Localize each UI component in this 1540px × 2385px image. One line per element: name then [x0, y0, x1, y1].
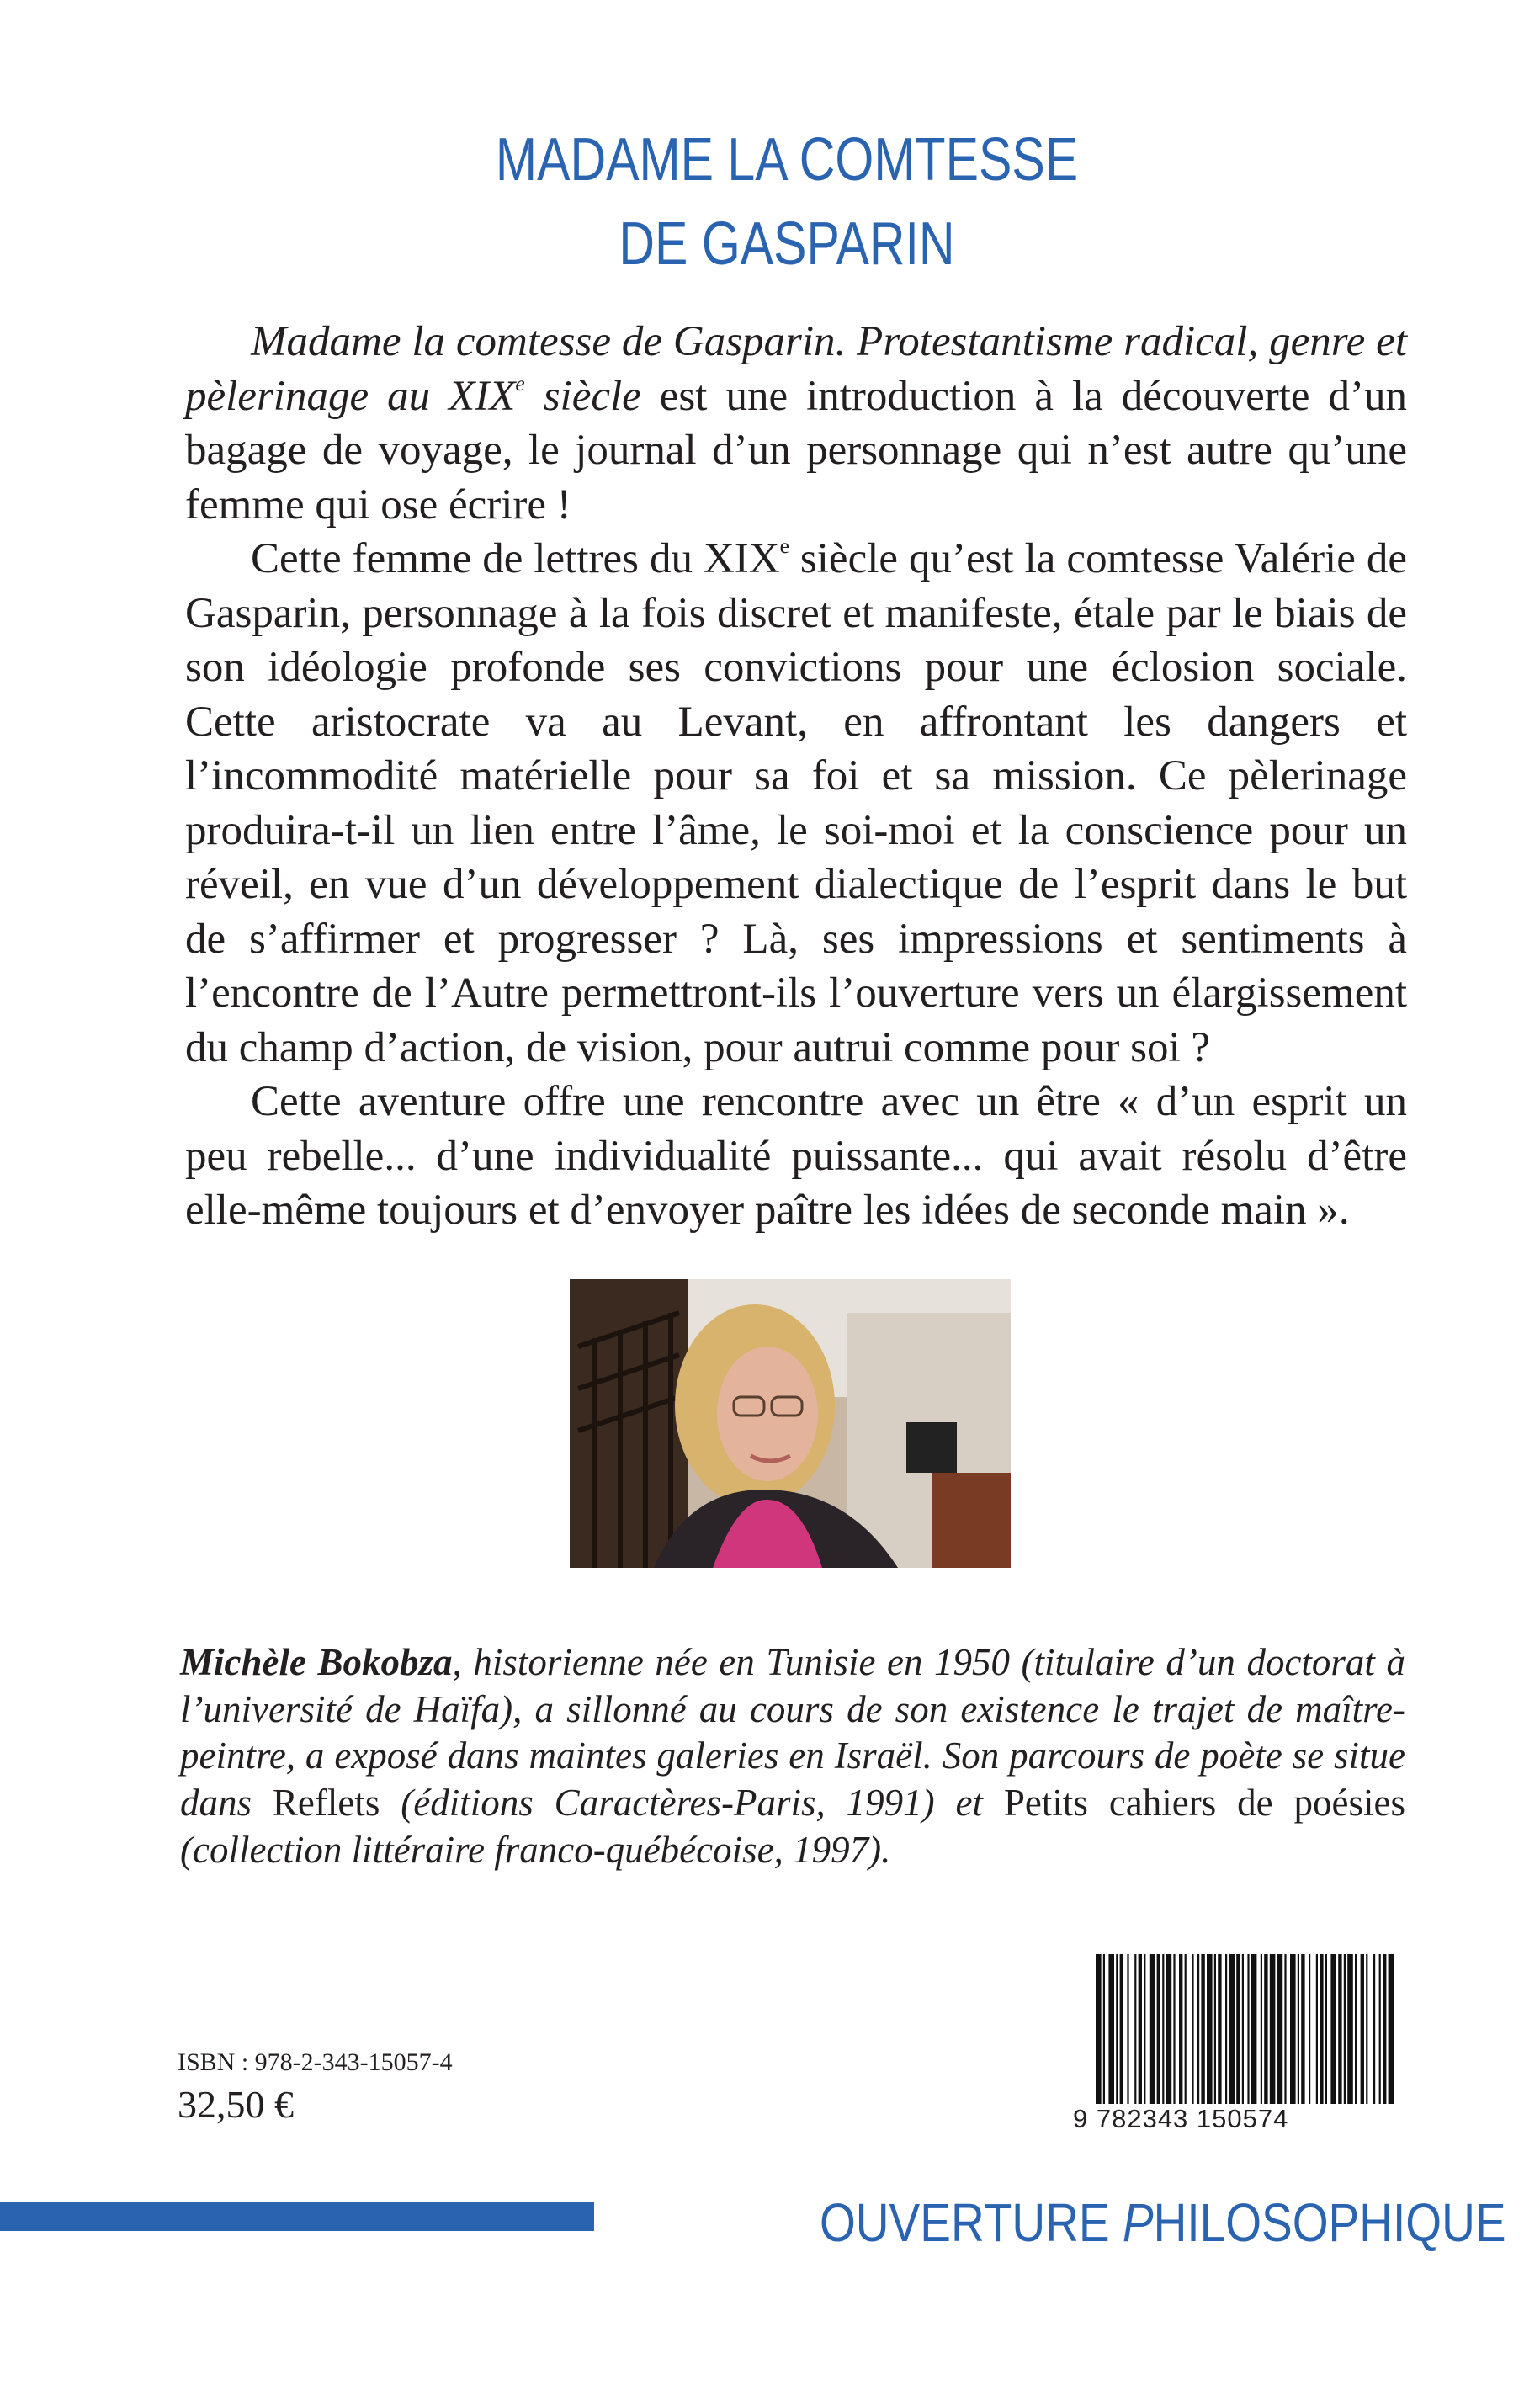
barcode-bar: [1120, 1954, 1123, 2104]
barcode-bar: [1290, 1954, 1296, 2104]
blurb-p1-italic-end: siècle: [524, 372, 641, 420]
barcode-bar: [1242, 1954, 1244, 2104]
barcode-bar: [1197, 1954, 1199, 2104]
barcode-bar: [1320, 1954, 1323, 2104]
title-line-2: DE GASPARIN: [619, 210, 955, 278]
barcode-bar: [1347, 1954, 1353, 2104]
blurb-p1-rest: est une introduction à la découverte d’un bagage de voyage, le journal d’un personnage qui n’est autre qu’une femme qui ose écrire !: [185, 372, 1407, 529]
barcode-bar: [1270, 1954, 1276, 2104]
barcode-bar: [1192, 1954, 1193, 2104]
bio-part-2: (éditions Caractères-Paris, 1991) et: [380, 1782, 1004, 1825]
isbn: ISBN : 978-2-343-15057-4: [178, 2048, 453, 2076]
book-title: [141, 118, 1431, 286]
barcode-bar: [1298, 1954, 1299, 2104]
barcode-digits: 9 782343 150574: [1073, 2104, 1289, 2133]
series-accent-bar: [0, 2202, 594, 2231]
author-photo: [570, 1279, 1011, 1568]
price: 32,50 €: [178, 2083, 294, 2126]
series-name-part-3: HILOSOPHIQUE: [1153, 2192, 1506, 2253]
barcode-bar: [1284, 1954, 1286, 2104]
barcode-bar: [1127, 1954, 1128, 2104]
series-name-part-2: P: [1122, 2192, 1154, 2253]
blurb-p2-start: Cette femme de lettres du XIX: [251, 535, 780, 582]
barcode-bar: [1236, 1954, 1240, 2104]
back-cover-blurb: [185, 315, 1407, 1238]
barcode-bar: [1096, 1954, 1102, 2104]
author-name: Michèle Bokobza: [180, 1641, 453, 1683]
barcode-bar: [1316, 1954, 1318, 2104]
bio-part-3: (collection littéraire franco-québécoise, 1997).: [180, 1828, 891, 1871]
barcode-bar: [1173, 1954, 1175, 2104]
barcode-bar: [1166, 1954, 1172, 2104]
barcode-bar: [1379, 1954, 1381, 2104]
barcode-bar: [1361, 1954, 1364, 2104]
author-portrait-illustration: [570, 1279, 1011, 1568]
series-name: [820, 2191, 1506, 2254]
barcode-bar: [1229, 1954, 1235, 2104]
barcode-bar: [1179, 1954, 1182, 2104]
blurb-paragraph-2: [185, 532, 1407, 1075]
barcode-bar: [1116, 1954, 1118, 2104]
barcode-bar: [1251, 1954, 1257, 2104]
barcode-bars: [1092, 1954, 1397, 2104]
barcode-bar: [1214, 1954, 1216, 2104]
barcode-bar: [1108, 1954, 1114, 2104]
barcode-bar: [1338, 1954, 1341, 2104]
barcode-bar: [1201, 1954, 1204, 2104]
barcode-bar: [1261, 1954, 1262, 2104]
series-name-part-1: OUVERTURE: [820, 2192, 1123, 2253]
barcode-bar: [1277, 1954, 1283, 2104]
barcode-bar: [1144, 1954, 1145, 2104]
title-line-1: MADAME LA COMTESSE: [495, 126, 1079, 194]
blurb-p1-italic: Madame la comtesse de Gasparin. Protestantisme radical, genre et pèlerinage au XIX: [185, 318, 1407, 420]
barcode-bar: [1247, 1954, 1249, 2104]
author-biography: [180, 1639, 1405, 1874]
work-title-2: Petits cahiers de poésies: [1003, 1782, 1405, 1825]
barcode-bar: [1185, 1954, 1187, 2104]
barcode-bar: [1301, 1954, 1304, 2104]
barcode-bar: [1325, 1954, 1327, 2104]
barcode-bar: [1162, 1954, 1164, 2104]
blurb-p1-sup: e: [515, 370, 525, 396]
barcode-bar: [1207, 1954, 1213, 2104]
barcode-bar: [1264, 1954, 1267, 2104]
barcode-bar: [1225, 1954, 1227, 2104]
barcode-bar: [1134, 1954, 1136, 2104]
barcode-bar: [1330, 1954, 1336, 2104]
barcode-bar: [1355, 1954, 1357, 2104]
barcode-bar: [1383, 1954, 1386, 2104]
barcode-bar: [1366, 1954, 1367, 2104]
barcode-bar: [1103, 1954, 1105, 2104]
barcode-bar: [1150, 1954, 1155, 2104]
blurb-paragraph-3: Cette aventure offre une rencontre avec un être « d’un esprit un peu rebelle... d’une individualité puissante... qui avait résolu d’être elle-même toujours et d’envoyer paître les idées de seconde main ».: [185, 1078, 1407, 1234]
barcode-bar: [1139, 1954, 1142, 2104]
barcode-bar: [1389, 1954, 1394, 2104]
blurb-p2-rest: siècle qu’est la comtesse Valérie de Gasparin, personnage à la fois discret et manifeste, étale par le biais de son idéologie profonde ses convictions pour une éclosion sociale. Cette aristocrate va au Levant, en affrontant les dangers et l’incommodité matérielle pour sa foi et sa mission. Ce pèlerinage produira-t-il un lien entre l’âme, le soi-moi et la conscience pour un réveil, en vue d’un développement dialectique de l’esprit dans le but de s’affirmer et progresser ? Là, ses impressions et sentiments à l’encontre de l’Autre permettront-ils l’ouverture vers un élargissement du champ d’action, de vision, pour autrui comme pour soi ?: [185, 535, 1407, 1071]
bio-part-1: , historienne née en Tunisie en 1950 (titulaire d’un doctorat à l’université de Haïfa), a sillonné au cours de son existence le trajet de maître-peintre, a exposé dans maintes galeries en Israël. Son parcours de poète se situe dans: [180, 1641, 1405, 1825]
barcode-bar: [1218, 1954, 1221, 2104]
barcode-bar: [1157, 1954, 1160, 2104]
barcode-bar: [1373, 1954, 1375, 2104]
barcode-bar: [1309, 1954, 1310, 2104]
blurb-p2-sup: e: [779, 534, 789, 559]
barcode-bar: [1344, 1954, 1346, 2104]
work-title-1: Reflets: [272, 1782, 380, 1825]
blurb-paragraph-1: [185, 315, 1407, 532]
